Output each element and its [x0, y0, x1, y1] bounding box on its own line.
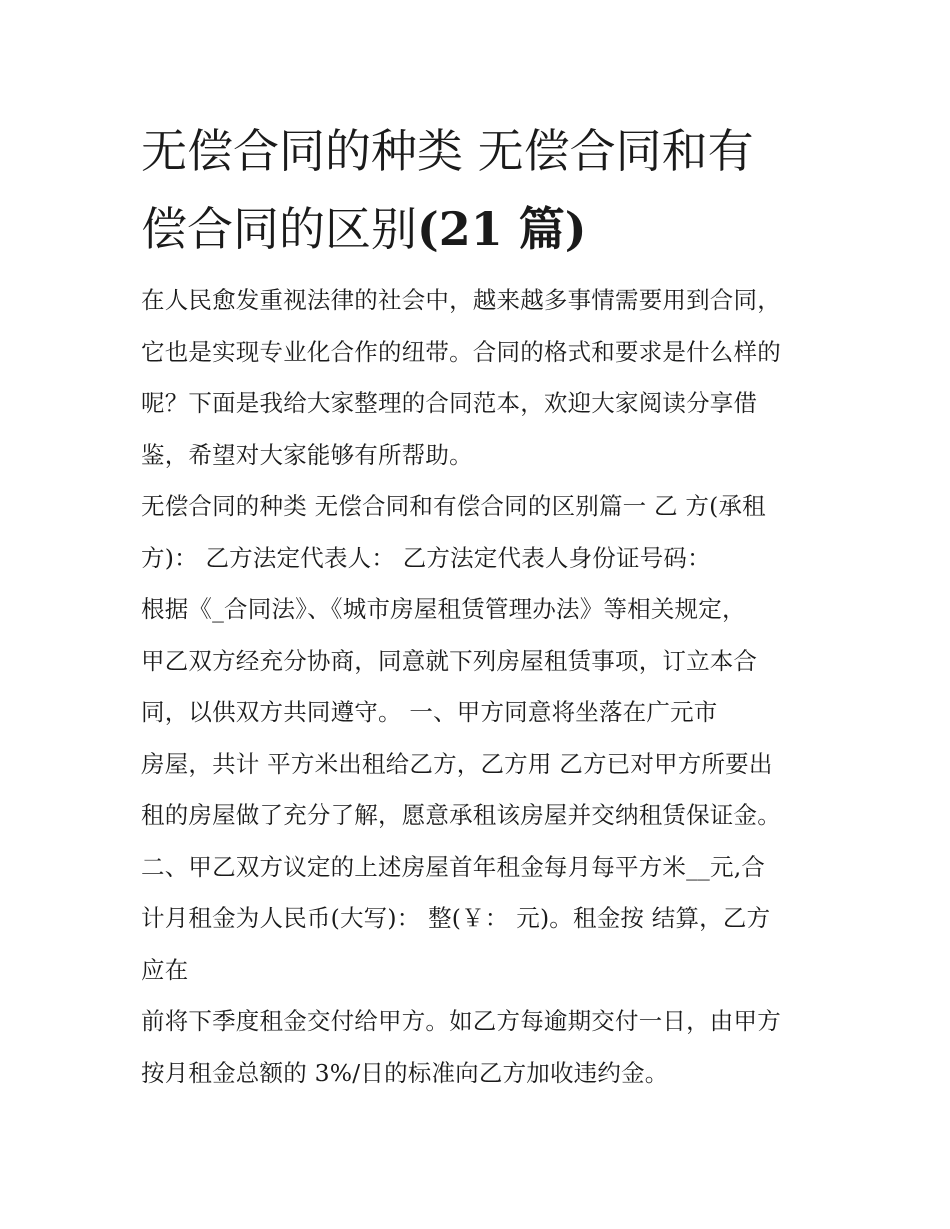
intro-line: 它也是实现专业化合作的纽带。合同的格式和要求是什么样的	[141, 337, 781, 366]
contract-line: 同，以供双方共同遵守。 一、甲方同意将坐落在广元市	[141, 698, 718, 726]
contract-line: 应在	[141, 955, 189, 984]
contract-line: 方)： 乙方法定代表人： 乙方法定代表人身份证号码：	[141, 543, 711, 572]
contract-line: 二、甲乙双方议定的上述房屋首年租金每月每平方米__元,合	[141, 852, 766, 881]
document-title	[141, 112, 821, 268]
title-line-2: 偿合同的区别	[141, 202, 417, 256]
contract-line: 计月租金为人民币(大写)： 整(￥： 元)。租金按 结算，乙方	[141, 904, 771, 932]
contract-line: 按月租金总额的 3%/日的标准向乙方加收违约金。	[141, 1058, 669, 1087]
document-body	[141, 275, 821, 1099]
contract-line: 无偿合同的种类 无偿合同和有偿合同的区别篇一 乙 方(承租	[141, 492, 766, 520]
contract-line: 租的房屋做了充分了解，愿意承租该房屋并交纳租赁保证金。	[141, 801, 781, 829]
intro-line: 呢？下面是我给大家整理的合同范本，欢迎大家阅读分享借	[141, 389, 758, 417]
intro-line: 在人民愈发重视法律的社会中，越来越多事情需要用到合同，	[141, 286, 781, 314]
contract-line: 前将下季度租金交付给甲方。如乙方每逾期交付一日，由甲方	[141, 1007, 781, 1035]
contract-line: 甲乙双方经充分协商，同意就下列房屋租赁事项，订立本合	[141, 646, 758, 675]
contract-line: 房屋，共计 平方米出租给乙方，乙方用 乙方已对甲方所要出	[141, 749, 773, 778]
title-count: (21 篇)	[417, 202, 587, 256]
contract-line: 根据《_合同法》、《城市房屋租赁管理办法》等相关规定，	[141, 595, 746, 623]
title-line-1: 无偿合同的种类 无偿合同和有	[141, 124, 754, 178]
intro-line: 鉴，希望对大家能够有所帮助。	[141, 440, 473, 469]
